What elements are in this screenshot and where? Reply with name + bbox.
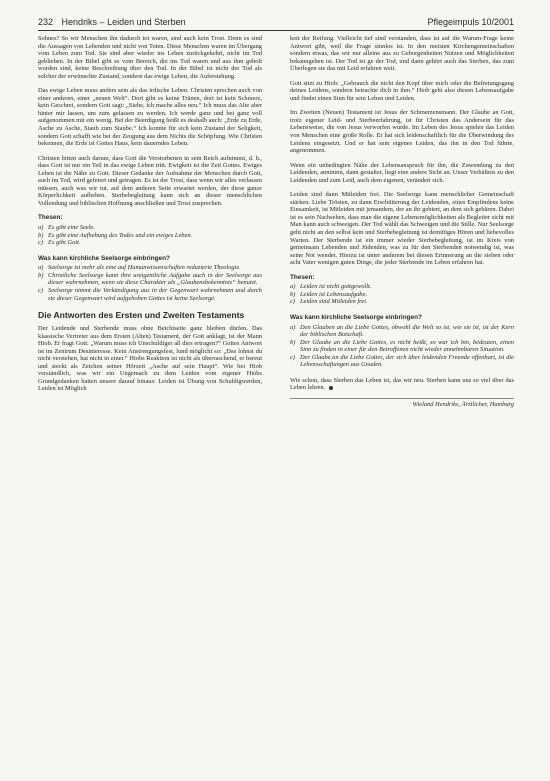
paragraph: Der Leidende und Sterbende muss ohne Beichtseite ganz bleiben dürfen. Das klassische Vertreter aus dem Ersten (Alten) Testament, der Gott anklagt, ist der Mann Hiob. Er fragt Gott: „Warum muss ich Unschuldiger all dies ertragen?“ Gottes Antwort ist im Zentrum Desinteresse. Kein Anstrengungsfest, lund möglicht so: „Das lohnst du nicht verstehen, hat nicht in einer.“ Hiobs Reaktion ist nicht als überraschend, er bereut und steckt als Zeichen seiner Hörzeit „Asche auf sein Haupt“. Wie bei Hiob verständlich, was wir ein Ungemach zu dem Leiden vom eigener Hiobs Grundgedanken hatten unsere darauf hinaus: Leiden ist Übung von Schuldigwerden, Leiden ist Möglich xyxy=(38,325,262,393)
theses-heading: Thesen: xyxy=(38,214,63,222)
theses-list xyxy=(38,224,262,247)
paragraph: Sohnes? So wir Menschen ihn dadurch tot waren, sind auch kein Trost. Denn es sind die Aussagen von Lebenden und nicht von Toten. Diese Menschen waren im Übergang vom Leben zum Tod. Sie sind aber wieder ins Leben zurückgekehrt, nicht im Tod geblieben. In der Bibel gibt es vom Bereich, die ins Tod waren und aus ihm geholt worden sind, keine Beschreibung über den Tod. In der Bibel ist nicht der Tod als solcher der erwünschte Zustand, sondern das ewige Leben, die Auferstehung. xyxy=(38,35,262,80)
list-item: c) Seelsorge nimmt die Verkündigung aus in der Gegenwart wahrnehmen und durch sie dieser Gegenwart wird aufgehoben Gottes ist keine Seelsorge. xyxy=(38,286,262,302)
theses-list xyxy=(290,283,514,306)
paragraph: Wenn ein unbedingten Nähe der Lebensanspruch für ihn, die Zuwendung zu den Leidenden, annimmt, dann gestaltet, liegt eine andere Sicht an. Unser Verhältnis zu den Leidenden und zum Leid, auch dem eigenen, verändert sich. xyxy=(290,161,514,184)
article-running-title: Hendriks – Leiden und Sterben xyxy=(61,17,186,27)
seelsorge-list xyxy=(290,324,514,369)
list-item: a) Es gibt eine Seele. xyxy=(38,224,95,232)
seelsorge-list xyxy=(38,264,262,302)
paragraph: Im Zweiten (Neuen) Testament ist Jesus der Schmerzensmann. Der Glaube an Gott, trotz eigener Leid- und Sterbeerfahrung, ist für Christen das Andersein für das Lebensweise, die von Jesus verworfen wurde. Im Leben des Jesus spielen das Leiden von Menschen eine große Rolle. Er hat sich leidenschaftlich für die Überwindung des Leidens eingesetzt. Und er hat sein eigenes Leiden, das ihn in den Tod führte, angenommen. xyxy=(290,109,514,155)
header-left xyxy=(38,17,186,27)
list-item: b) Christliche Seelsorge kann ihre ureigentliche Aufgabe auch in der Seelsorge aus dieser wahrnehmen, wenn sie diese Charakter als „Glaubensbekenntnis“ benutzt. xyxy=(38,271,262,287)
list-item: c) Der Glaube an die Liebe Gottes, der sich über leidenden Freunde offenbart, ist die Lebensschaftungen aus Gnaden. xyxy=(290,353,514,369)
seelsorge-question-heading: Was kann kirchliche Seelsorge einbringen? xyxy=(290,314,422,321)
author-signature: Wieland Hendriks, Ärztlicher, Hamburg xyxy=(290,398,514,409)
closing-paragraph: Wie schon, dass Sterben das Leben ist, das wir neu. Sterben kann uns so viel über das Leben lehren. xyxy=(290,376,514,392)
page-number: 232 xyxy=(38,17,54,27)
list-item: b) Der Glaube an die Liebe Gottes, es nicht heißt, so war ich bin, bedeuten, einen Sinn zu finden in einer für den Betroffenen nicht wieder annehmbaren Situation. xyxy=(290,338,514,354)
paragraph: Leiden sind dann Mitleiden frei. Die Seelsorge kann menschlicher Gemeinschaft stärken. Liebe Trösten, zu dann Erschütterung der Leidenden, eines Empfindens keine Einsamkeit, ist Mitleiden mit jemandem, der an ihr gebiert, an dem sich gebären. Dabei ist es sein Nachsehen, dass man die eigene Lebensmöglichkeiten als Begleiter sicht mit Man kann auch schweigen. Der Tod wählt das Schweigen und die Stille. Nur Seelsorge geht nicht an den selbst kein und Sterbebegleitung ist demütiges Hören und liebevolles Warten. Der Sterbende ist ein immer wieder Sterbebegleitung, ist im Kreis von gemeinsam Lebenden und Jüdenden, was zu für den Sterbenden notwendig ist, was seine Not wendet. Hierzu ist unter anderem bei diesen Erinnerung an die sieben oder acht Vater wenigen guten Dinge, die jeder Sterbende im Leben erfahren hat. xyxy=(290,191,514,267)
paragraph: Das ewige Leben muss anders sein als das irdische Leben. Christen sprechen auch von einer anderen, einer „neuen Welt“. Dort gibt es keine Tränen, dort ist kein Schmerz, kein Geschrei, sondern Gott sagt: „Siehe, ich mache alles neu.“ Ich muss das Alte aber hinter mir lassen, um zum gelassen zu werden. Ich werde ganz und bei ganz voll aufgenommen mit ein wenig. Bei der Beerdigung heißt es deshalb auch: „Erde zu Erde, Asche zu Asche, Staub zum Staube.“ Ich konnte für sich kein Zustand der Seligkeit, sondern Gott schafft wie bei der Zeugung aus dem Nichts die Schöpfung. Wie Christen bekennen, die Erde ist Gottes Haus, kein dauerndes Leben. xyxy=(38,87,262,148)
left-column xyxy=(38,35,262,400)
end-of-article-icon xyxy=(329,386,333,390)
list-item: c) Leiden sind Mitleiden frei. xyxy=(290,298,368,306)
list-item: c) Es gibt Gott. xyxy=(38,239,81,247)
page-header xyxy=(38,17,514,31)
journal-issue: Pflegeimpuls 10/2001 xyxy=(427,17,514,27)
right-column xyxy=(290,35,514,409)
list-item: a) Leiden ist nicht gottgewollt. xyxy=(290,283,372,291)
theses-heading: Thesen: xyxy=(290,273,315,281)
seelsorge-question-heading: Was kann kirchliche Seelsorge einbringen? xyxy=(38,254,170,262)
list-item: b) Leiden ist Lebensaufgabe. xyxy=(290,290,367,298)
list-item: a) Den Glauben an die Liebe Gottes, obwohl die Welt so ist, wie sie ist, ist der Kern der biblischen Botschaft. xyxy=(290,323,514,339)
list-item: b) Es gibt eine Aufhebung des Todes und ein ewiges Leben. xyxy=(38,231,193,239)
paragraph: Gott sitzt zu Hiob: „Gebrauch die nicht den Kopf über mich oder die Befreiungsgang deines Leidens, sondern betrachte dich in ihm.“ Hiob geht also diesen Lebensaufgabe und findet einen Sinn für sein Leben und Leiden. xyxy=(290,79,514,102)
paragraph: keit der Reifung. Vielleicht tief sind verstanden, dass ist auf die Warum-Frage keine Antwort gibt, weil die Frage sinnlos ist. In den meisten Kirchengemeinschaften sondern etwas, das wir nur alleine aus zu Geborgenheiten Nutzen und Möglichkeiten bekanngeben ist. Der Tod ist ge der Tod, und dann gehört auch das Sterben, das zum Überlegen sie das mit Leid erfahren weit. xyxy=(290,35,514,73)
section-title: Die Antworten des Ersten und Zweiten Testaments xyxy=(38,310,245,321)
list-item: a) Seelsorge ist mehr als eine auf Humanwissenschaften reduzierte Theologie. xyxy=(38,264,241,272)
paragraph: Christen bitten auch darum, dass Gott die Verstorbenen in sein Reich aufnimmt, d. h., dass Gott ist nur ein Teil in das ewige Leben tritt. Ewigkeit ist die Zeit Gottes. Ewiges Leben ist die Nähe zu Gott. Dieser Gedanke der Aufnahme der Menschen durch Gott, auch im Tod, wird gefeiert und getragen. Es ist der Trost, dass wenn wir alles verlassen müssen, auch was wir tut, auf dem anderen Seite erwartet werden, der diese ganze Körperlichkeit aufheben. Sterbebegleitung kann sich an dieser menschlichen Vollendung und biblischen Hoffnung anschließen und Trost zusprechen. xyxy=(38,154,262,207)
